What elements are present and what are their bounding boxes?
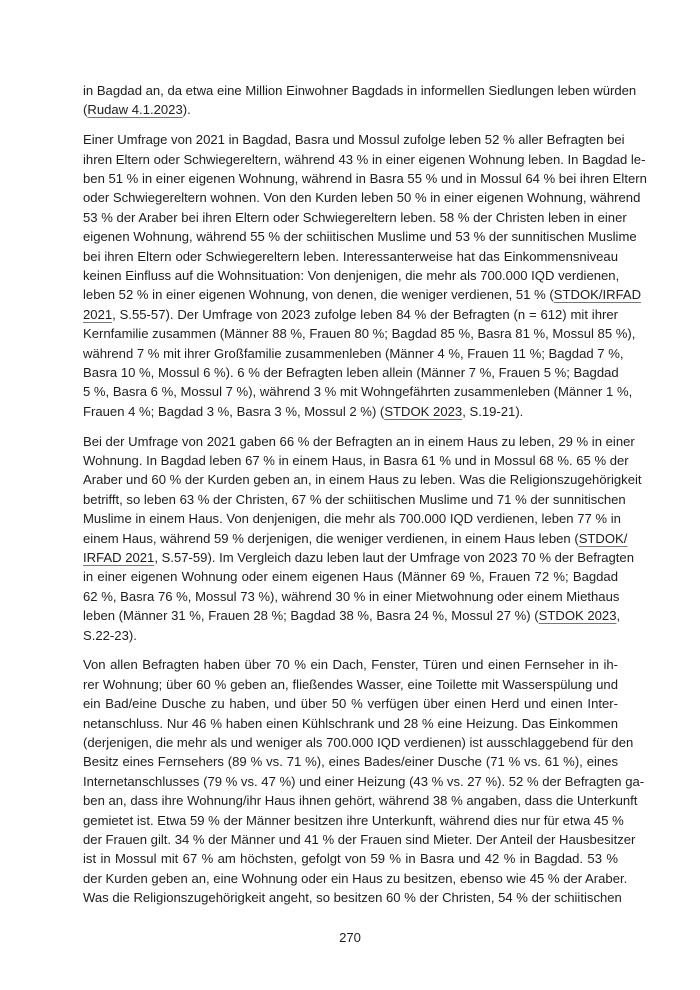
text-line xyxy=(83,849,618,868)
page-number: 270 xyxy=(339,930,361,945)
text-line xyxy=(83,714,618,733)
text-line xyxy=(83,169,647,188)
paragraph xyxy=(83,655,645,907)
text-line xyxy=(83,451,629,470)
text-segment: (derjenigen, die mehr als und weniger als 700.000 IQD verdienen) ist ausschlaggebend für den xyxy=(83,735,634,750)
text-segment: ein Bad/eine Dusche zu haben, und über 50 % verfügen über einen Herd und einen Inter- xyxy=(83,696,618,712)
text-line xyxy=(83,529,628,548)
text-line xyxy=(83,675,618,694)
source-reference-link[interactable]: STDOK 2023 xyxy=(538,608,617,624)
text-segment: ben an, dass ihre Wohnung/ihr Haus ihnen gehört, während 38 % angaben, dass die Unterkunft xyxy=(83,793,638,809)
text-line xyxy=(83,490,626,509)
text-segment: ist in Mossul mit 67 % am höchsten, gefolgt von 59 % in Basra und 42 % in Bagdad. 53 % xyxy=(83,851,618,867)
text-line xyxy=(83,100,618,119)
text-line xyxy=(83,694,618,713)
text-segment: , xyxy=(616,608,621,624)
text-segment: leben 52 % in einer eigenen Wohnung, von denen, die weniger verdienen, 51 % ( xyxy=(83,287,554,303)
text-line xyxy=(83,208,627,227)
paragraph xyxy=(83,81,637,120)
source-reference-link[interactable]: IRFAD 2021 xyxy=(83,549,155,565)
text-line xyxy=(83,344,624,363)
text-segment: Frauen 4 %; Bagdad 3 %, Basra 3 %, Mossul 2 %) ( xyxy=(83,403,385,419)
text-line xyxy=(83,227,637,246)
text-segment: Von allen Befragten haben über 70 % ein Dach, Fenster, Türen und einen Fernseher in ih- xyxy=(83,657,618,673)
text-segment: ). xyxy=(182,102,191,118)
text-segment: ihren Eltern oder Schwiegereltern, während 43 % in einer eigenen Wohnung leben. In Bagdad le- xyxy=(83,151,646,167)
source-reference-link[interactable]: STDOK/ xyxy=(578,530,628,546)
text-segment: ( xyxy=(83,102,88,118)
text-segment: betrifft, so leben 63 % der Christen, 67 % der schiitischen Muslime und 71 % der sunnitischen xyxy=(83,491,626,507)
text-segment: Bei der Umfrage von 2021 gaben 66 % der Befragten an in einem Haus zu leben, 29 % in einer xyxy=(83,433,635,449)
text-segment: in einer eigenen Wohnung oder einem eigenen Haus (Männer 69 %, Frauen 72 %; Bagdad xyxy=(83,569,618,585)
text-line xyxy=(83,382,633,401)
text-segment: während 7 % mit ihrer Großfamilie zusammenleben (Männer 4 %, Frauen 11 %; Bagdad 7 %, xyxy=(83,345,624,361)
text-segment: rer Wohnung; über 60 % geben an, fließendes Wasser, eine Toilette mit Wasserspülung und xyxy=(83,676,618,692)
text-line xyxy=(83,772,645,791)
text-line xyxy=(83,509,621,528)
text-segment: , S.19-21). xyxy=(462,403,524,419)
source-reference-link[interactable]: STDOK/IRFAD xyxy=(553,287,642,303)
text-line xyxy=(83,888,622,907)
text-line xyxy=(83,548,634,567)
text-segment: Besitz eines Fernsehers (89 % vs. 71 %), eines Bades/einer Dusche (71 % vs. 61 %), eines xyxy=(83,754,618,770)
text-segment: Was die Religionszugehörigkeit angeht, so besitzen 60 % der Christen, 54 % der schiitischen xyxy=(83,890,622,906)
source-reference-link[interactable]: Rudaw 4.1.2023 xyxy=(87,102,183,118)
text-line xyxy=(83,432,635,451)
text-line xyxy=(83,285,642,304)
text-segment: 5 %, Basra 6 %, Mossul 7 %), während 3 % mit Wohngefährten zusammenleben (Männer 1 %, xyxy=(83,384,633,400)
paragraph xyxy=(83,130,647,421)
source-reference-link[interactable]: 2021 xyxy=(83,306,113,322)
text-line xyxy=(83,247,618,266)
text-line xyxy=(83,363,618,382)
text-line xyxy=(83,626,618,645)
text-segment: bei ihren Eltern oder Schwiegereltern leben. Interessanterweise hat das Einkommensniveau xyxy=(83,248,618,264)
text-segment: Internetanschlusses (79 % vs. 47 %) und einer Heizung (43 % vs. 27 %). 52 % der Befragten ga- xyxy=(83,773,645,789)
text-line xyxy=(83,150,646,169)
text-segment: Kernfamilie zusammen (Männer 88 %, Frauen 80 %; Bagdad 85 %, Basra 81 %, Mossul 85 %), xyxy=(83,326,636,342)
text-segment: ben 51 % in einer eigenen Wohnung, während in Basra 55 % und in Mossul 64 % bei ihren Eltern xyxy=(83,171,647,187)
text-line xyxy=(83,606,621,625)
text-line xyxy=(83,470,642,489)
text-line xyxy=(83,305,618,324)
text-segment: eigenen Wohnung, während 55 % der schiitischen Muslime und 53 % der sunnitischen Muslime xyxy=(83,229,637,245)
text-line xyxy=(83,324,636,343)
text-segment: , S.55-57). Der Umfrage von 2023 zufolge leben 84 % der Befragten (n = 612) mit ihrer xyxy=(112,306,618,322)
text-segment: Wohnung. In Bagdad leben 67 % in einem Haus, in Basra 61 % und in Mossul 68 %. 65 % der xyxy=(83,453,629,469)
text-segment: gemietet ist. Etwa 59 % der Männer besitzen ihre Unterkunft, während dies nur für etwa 45 % xyxy=(83,812,624,828)
source-reference-link[interactable]: STDOK 2023 xyxy=(384,403,463,419)
text-segment: 62 %, Basra 76 %, Mossul 73 %), während 30 % in einer Mietwohnung oder einem Miethaus xyxy=(83,588,620,604)
text-segment: einem Haus, während 59 % derjenigen, die weniger verdienen, in einem Haus leben ( xyxy=(83,530,579,546)
text-segment: netanschluss. Nur 46 % haben einen Kühlschrank und 28 % eine Heizung. Das Einkommen xyxy=(83,715,618,731)
text-segment: Araber und 60 % der Kurden geben an, in einem Haus zu leben. Was die Religionszugehörigkeit xyxy=(83,472,642,488)
text-line xyxy=(83,587,618,606)
text-line xyxy=(83,567,618,586)
text-segment: oder Schwiegereltern wohnen. Von den Kurden leben 50 % in einer eigenen Wohnung, während xyxy=(83,190,641,206)
page-body xyxy=(83,81,647,918)
text-line xyxy=(83,811,624,830)
text-line xyxy=(83,830,636,849)
text-segment: , S.57-59). Im Vergleich dazu leben laut der Umfrage von 2023 70 % der Befragten xyxy=(154,549,634,565)
text-line xyxy=(83,733,634,752)
text-line xyxy=(83,188,641,207)
text-segment: S.22-23). xyxy=(83,627,137,643)
text-segment: keinen Einfluss auf die Wohnsituation: Von denjenigen, die mehr als 700.000 IQD verdienen, xyxy=(83,268,620,284)
text-line xyxy=(83,752,618,771)
text-segment: der Frauen gilt. 34 % der Männer und 41 % der Frauen sind Mieter. Der Anteil der Hausbesitzer xyxy=(83,831,636,847)
text-segment: Einer Umfrage von 2021 in Bagdad, Basra und Mossul zufolge leben 52 % aller Befragten bei xyxy=(83,132,625,148)
text-segment: leben (Männer 31 %, Frauen 28 %; Bagdad 38 %, Basra 24 %, Mossul 27 %) ( xyxy=(83,608,539,624)
paragraph xyxy=(83,432,642,645)
text-line xyxy=(83,402,618,421)
text-line xyxy=(83,81,637,100)
text-segment: der Kurden geben an, eine Wohnung oder ein Haus zu besitzen, ebenso wie 45 % der Araber. xyxy=(83,870,628,886)
text-segment: 53 % der Araber bei ihren Eltern oder Schwiegereltern leben. 58 % der Christen leben in einer xyxy=(83,209,627,225)
text-segment: in Bagdad an, da etwa eine Million Einwohner Bagdads in informellen Siedlungen leben würden xyxy=(83,83,637,98)
text-line xyxy=(83,266,618,285)
text-line xyxy=(83,791,638,810)
text-segment: Muslime in einem Haus. Von denjenigen, die mehr als 700.000 IQD verdienen, leben 77 % in xyxy=(83,511,621,527)
text-line xyxy=(83,130,625,149)
text-line xyxy=(83,655,618,674)
text-segment: Basra 10 %, Mossul 6 %). 6 % der Befragten leben allein (Männer 7 %, Frauen 5 %; Bagdad xyxy=(83,364,619,380)
text-line xyxy=(83,869,628,888)
